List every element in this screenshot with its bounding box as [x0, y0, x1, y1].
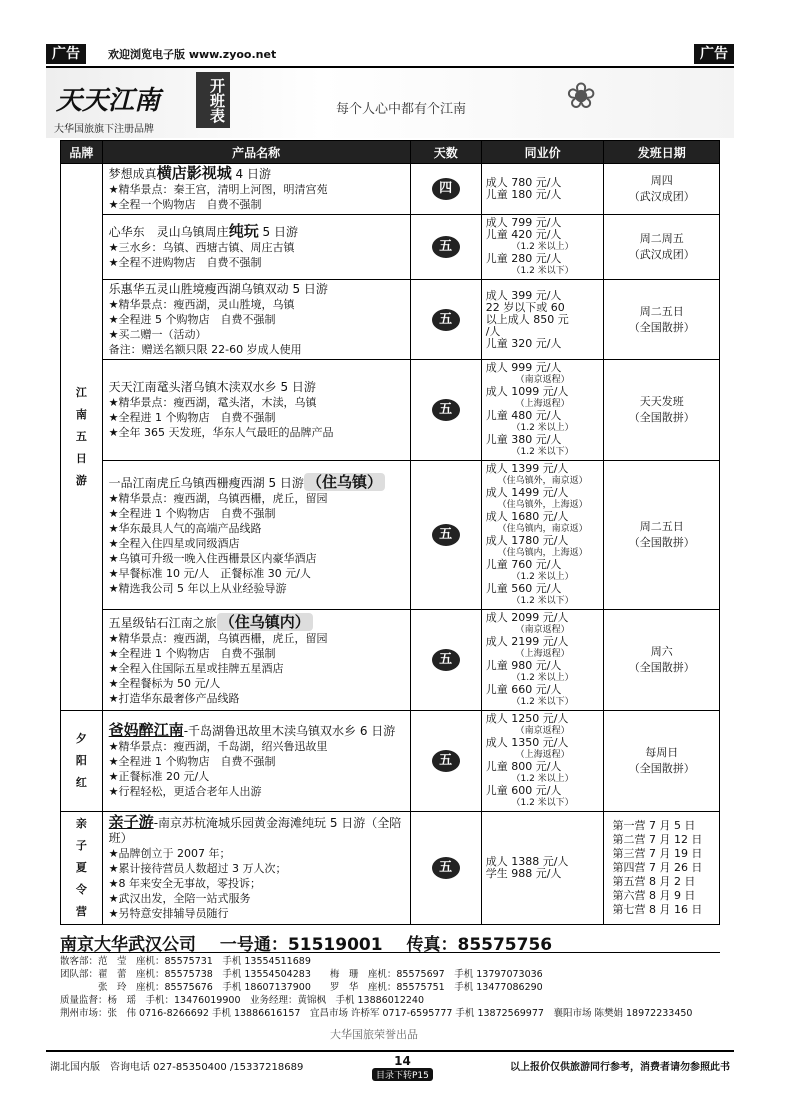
- product-name: [102, 164, 410, 215]
- price-line: 以上成人 850 元: [485, 312, 569, 326]
- table-header: [61, 141, 720, 164]
- price-line: 成人 1388 元/人: [485, 855, 569, 868]
- brand-logo: 天天江南: [56, 86, 161, 116]
- product-title: 亲子游-南京苏杭淹城乐园黄金海滩纯玩 5 日游（全陪班）: [108, 813, 402, 845]
- price-cell: [481, 461, 604, 610]
- product-feature: ★精华景点：瘦西湖，千岛湖，绍兴鲁迅故里: [108, 740, 328, 753]
- price-line: 儿童 800 元/人: [485, 760, 562, 773]
- price-line: 成人 1499 元/人: [485, 486, 569, 499]
- footer-disclaimer: 以上报价仅供旅游同行参考，消费者请勿参照此书: [510, 1062, 730, 1073]
- date-line: （全国散拼）: [628, 762, 695, 775]
- days-badge: 五: [432, 649, 460, 671]
- product-feature: ★全程进 1 个购物店 自费不强制: [108, 646, 276, 660]
- price-line: （1.2 米以下）: [511, 596, 574, 606]
- product-title: 爸妈醉江南-千岛湖鲁迅故里木渎乌镇双水乡 6 日游: [108, 721, 396, 739]
- price-line: 成人 1250 元/人: [485, 712, 569, 725]
- product-name: [102, 215, 410, 280]
- price-line: 儿童 280 元/人: [485, 252, 562, 265]
- contact-line: 张 玲 座机：85575676 手机 18607137900 罗 华 座机：85575751 手机 13477086290: [60, 982, 543, 993]
- dates-cell: [604, 610, 720, 711]
- brand-category: 夕 阳 红: [61, 711, 103, 812]
- days-badge: 五: [432, 750, 460, 772]
- tour-table: [60, 140, 720, 925]
- brand-category: 江 南 五 日 游: [61, 164, 103, 711]
- header-brand: 品牌: [61, 141, 103, 164]
- dates-cell: [604, 280, 720, 360]
- price-line: 儿童 420 元/人: [485, 228, 562, 241]
- price-line: 儿童 560 元/人: [485, 582, 562, 595]
- days-cell: [410, 812, 481, 925]
- product-feature: 备注：赠送名额只限 22-60 岁成人使用: [108, 343, 302, 356]
- price-line: （1.2 米以上）: [511, 774, 574, 784]
- price-line: 成人 2199 元/人: [485, 635, 569, 648]
- company-line: [60, 930, 720, 953]
- header-dates: 发班日期: [604, 141, 720, 164]
- product-feature: ★全程进 1 个购物店 自费不强制: [108, 411, 276, 424]
- days-cell: [410, 360, 481, 461]
- product-title: 一品江南虎丘乌镇西栅瘦西湖 5 日游 （住乌镇）: [109, 475, 404, 491]
- days-badge: 五: [432, 857, 460, 879]
- product-feature: ★全年 365 天发班，华东人气最旺的品牌产品: [108, 426, 334, 439]
- price-line: （1.2 米以下）: [511, 447, 574, 457]
- contact-list: [60, 955, 720, 1020]
- price-line: 22 岁以下或 60: [485, 300, 565, 314]
- product-feature: ★全程进 5 个购物店 自费不强制: [108, 313, 276, 326]
- price-line: （1.2 米以下）: [511, 266, 574, 276]
- date-line: （全国散拼）: [628, 661, 695, 674]
- price-line: 儿童 320 元/人: [485, 336, 562, 350]
- contact-line: 质量监督：杨 瑶 手机：13476019900 业务经理：黄锦枫 手机 13886012240: [60, 995, 424, 1006]
- price-line: 儿童 380 元/人: [485, 433, 562, 446]
- product-feature: ★品牌创立于 2007 年；: [108, 847, 231, 860]
- price-line: 成人 799 元/人: [485, 216, 562, 229]
- price-line: （上海返程）: [515, 399, 570, 409]
- product-feature: ★精华景点：瘦西湖，乌镇西栅，虎丘，留园: [108, 631, 328, 645]
- product-title: 五星级钻石江南之旅 （住乌镇内）: [109, 615, 404, 631]
- price-cell: [481, 360, 604, 461]
- top-bar: [46, 44, 734, 68]
- price-line: （南京返程）: [515, 375, 570, 385]
- page-number: 14: [394, 1054, 411, 1068]
- swallow-icon: ❀: [566, 76, 597, 117]
- dates-cell: [604, 215, 720, 280]
- price-line: （上海返程）: [515, 750, 570, 760]
- days-cell: [410, 280, 481, 360]
- days-cell: [410, 461, 481, 610]
- next-page-link[interactable]: 目录下转P15: [372, 1068, 433, 1081]
- days-cell: [410, 215, 481, 280]
- product-feature: ★精华景点：瘦西湖，乌镇西栅，虎丘，留园: [108, 491, 328, 505]
- days-badge: 五: [432, 309, 460, 331]
- date-line: 第一营 7 月 5 日: [612, 819, 696, 832]
- price-line: （南京返程）: [515, 726, 570, 736]
- brand-subtitle: 大华国旅旗下注册品牌: [54, 124, 154, 135]
- product-feature: ★行程轻松，更适合老年人出游: [108, 785, 262, 798]
- tour-row: [61, 610, 720, 711]
- hotline: 一号通：51519001: [219, 935, 383, 955]
- price-line: （1.2 米以下）: [511, 798, 574, 808]
- price-line: （1.2 米以下）: [511, 697, 574, 707]
- product-feature: ★全程不进购物店 自费不强制: [108, 256, 262, 269]
- fax: 传真：85575756: [406, 935, 553, 955]
- price-line: 成人 1680 元/人: [485, 510, 569, 523]
- product-feature: ★累计接待营员人数超过 3 万人次；: [108, 862, 287, 875]
- tour-row: [61, 280, 720, 360]
- product-feature: ★全程进 1 个购物店 自费不强制: [108, 506, 276, 520]
- product-feature: ★早餐标准 10 元/人 正餐标准 30 元/人: [108, 566, 311, 580]
- header-days: 天数: [410, 141, 481, 164]
- dates-cell: [604, 812, 720, 925]
- brand-category: 亲 子 夏 令 营: [61, 812, 103, 925]
- price-line: 儿童 600 元/人: [485, 784, 562, 797]
- product-name: [102, 360, 410, 461]
- product-feature: ★8 年来安全无事故，零投诉；: [108, 877, 262, 890]
- price-line: 成人 1399 元/人: [485, 462, 569, 475]
- welcome-text[interactable]: 欢迎浏览电子版 www.zyoo.net: [108, 48, 277, 61]
- contact-line: 荆州市场：张 伟 0716-8266692 手机 13886616157 宜昌市场 许桥军 0717-6595777 手机 13872569977 襄阳市场 陈樊娟 18972233450: [60, 1008, 693, 1019]
- price-line: 成人 1350 元/人: [485, 736, 569, 749]
- price-line: （住乌镇内，上海返）: [497, 548, 588, 558]
- date-line: 第二营 7 月 12 日: [612, 833, 703, 846]
- product-feature: ★精华景点：瘦西湖，鼋头渚，木渎，乌镇: [108, 396, 317, 409]
- date-line: （全国散拼）: [628, 411, 695, 424]
- header-product: 产品名称: [102, 141, 410, 164]
- price-line: （1.2 米以上）: [511, 423, 574, 433]
- tour-row: [61, 215, 720, 280]
- date-line: 天天发班: [639, 395, 684, 408]
- product-feature: ★全程进 1 个购物店 自费不强制: [108, 755, 276, 768]
- days-cell: [410, 711, 481, 812]
- date-line: 第五营 8 月 2 日: [612, 875, 696, 888]
- date-line: 第六营 8 月 9 日: [612, 889, 696, 902]
- product-feature: ★全程一个购物店 自费不强制: [108, 198, 262, 211]
- date-line: 周四: [650, 174, 673, 187]
- product-feature: ★精华景点：瘦西湖，灵山胜境，乌镇: [108, 298, 295, 311]
- price-line: /人: [485, 324, 501, 338]
- days-cell: [410, 164, 481, 215]
- date-line: （全国散拼）: [628, 536, 695, 549]
- date-line: 周二五日: [639, 520, 684, 533]
- product-feature: ★精选我公司 5 年以上从业经验导游: [108, 581, 287, 595]
- product-feature: ★全程入住四星或同级酒店: [108, 536, 240, 550]
- price-line: （住乌镇外，上海返）: [497, 500, 588, 510]
- price-line: 儿童 180 元/人: [485, 188, 562, 201]
- product-name: [102, 280, 410, 360]
- tour-row: [61, 360, 720, 461]
- date-line: 第四营 7 月 26 日: [612, 861, 703, 874]
- tour-row: [61, 812, 720, 925]
- date-line: 周二周五: [639, 232, 684, 245]
- price-line: 儿童 760 元/人: [485, 558, 562, 571]
- dates-cell: [604, 461, 720, 610]
- page-footer: [46, 1050, 734, 1081]
- price-line: 成人 780 元/人: [485, 176, 562, 189]
- dates-cell: [604, 711, 720, 812]
- price-line: 儿童 980 元/人: [485, 659, 562, 672]
- product-feature: ★另特意安排辅导员随行: [108, 907, 229, 920]
- price-line: （1.2 米以上）: [511, 572, 574, 582]
- product-name: [102, 812, 410, 925]
- dates-cell: [604, 360, 720, 461]
- product-feature: ★正餐标准 20 元/人: [108, 770, 210, 783]
- product-name: [102, 711, 410, 812]
- price-line: （南京返程）: [515, 625, 570, 635]
- tour-row: [61, 164, 720, 215]
- product-name: [102, 610, 410, 711]
- tour-row: [61, 711, 720, 812]
- date-line: （武汉成团）: [628, 190, 695, 203]
- price-line: 成人 1099 元/人: [485, 385, 569, 398]
- date-line: 周二五日: [639, 304, 684, 318]
- price-cell: [481, 280, 604, 360]
- product-feature: ★华东最具人气的高端产品线路: [108, 521, 262, 535]
- header-price: 同业价: [481, 141, 604, 164]
- days-badge: 五: [432, 236, 460, 258]
- price-cell: [481, 711, 604, 812]
- brand-footnote: 大华国旅荣誉出品: [330, 1028, 418, 1041]
- product-title: 梦想成真横店影视城 4 日游: [108, 164, 271, 182]
- product-feature: ★全程餐标为 50 元/人: [108, 676, 221, 690]
- price-line: 成人 2099 元/人: [485, 611, 569, 624]
- product-feature: ★精华景点：秦王宫，清明上河图，明清宫苑: [108, 183, 328, 196]
- tour-row: [61, 461, 720, 610]
- days-cell: [410, 610, 481, 711]
- days-badge: 五: [432, 399, 460, 421]
- contact-line: 散客部：范 莹 座机：85575731 手机 13554511689: [60, 956, 311, 967]
- product-feature: ★三水乡：乌镇、西塘古镇、周庄古镇: [108, 241, 295, 254]
- price-line: （1.2 米以上）: [511, 673, 574, 683]
- price-cell: [481, 812, 604, 925]
- slogan: 每个人心中都有个江南: [336, 102, 467, 117]
- price-cell: [481, 215, 604, 280]
- product-title: 乐惠华五灵山胜境瘦西湖乌镇双动 5 日游: [108, 282, 328, 296]
- product-feature: ★买二赠一（活动）: [108, 328, 207, 341]
- price-line: （住乌镇外，南京返）: [497, 476, 588, 486]
- product-title: 天天江南鼋头渚乌镇木渎双水乡 5 日游: [108, 380, 316, 394]
- product-name: [102, 461, 410, 610]
- price-cell: [481, 610, 604, 711]
- days-badge: 四: [432, 178, 460, 200]
- schedule-tag: 开班表: [196, 72, 230, 128]
- contact-line: 团队部：翟 蕾 座机：85575738 手机 13554504283 梅 珊 座机：85575697 手机 13797073036: [60, 969, 543, 980]
- page-number-box: [372, 1054, 433, 1081]
- ad-label-right: 广告: [694, 44, 734, 64]
- price-line: 成人 399 元/人: [485, 288, 562, 302]
- date-line: 每周日: [645, 746, 679, 759]
- date-line: 第三营 7 月 19 日: [612, 847, 703, 860]
- price-line: 学生 988 元/人: [485, 867, 562, 880]
- product-feature: ★全程入住国际五星或挂牌五星酒店: [108, 661, 284, 675]
- brand-banner: [46, 68, 734, 138]
- date-line: 周六: [650, 645, 673, 658]
- price-line: （上海返程）: [515, 649, 570, 659]
- product-feature: ★乌镇可升级一晚入住西栅景区内豪华酒店: [108, 551, 317, 565]
- footer-edition: 湖北国内版 咨询电话 027-85350400 /15337218689: [50, 1062, 304, 1073]
- product-title: 心华东 灵山乌镇周庄纯玩 5 日游: [108, 222, 298, 240]
- dates-cell: [604, 164, 720, 215]
- date-line: （全国散拼）: [628, 320, 695, 334]
- date-line: 第七营 8 月 16 日: [612, 903, 703, 916]
- product-feature: ★打造华东最奢侈产品线路: [108, 691, 240, 705]
- days-badge: 五: [432, 524, 460, 546]
- price-cell: [481, 164, 604, 215]
- ad-label-left: 广告: [46, 44, 86, 64]
- price-line: 儿童 660 元/人: [485, 683, 562, 696]
- price-line: 儿童 480 元/人: [485, 409, 562, 422]
- price-line: （住乌镇内，南京返）: [497, 524, 588, 534]
- product-feature: ★武汉出发，全陪一站式服务: [108, 892, 251, 905]
- price-line: （1.2 米以上）: [511, 242, 574, 252]
- date-line: （武汉成团）: [628, 248, 695, 261]
- company-name: 南京大华武汉公司: [60, 935, 196, 955]
- price-line: 成人 999 元/人: [485, 361, 562, 374]
- price-line: 成人 1780 元/人: [485, 534, 569, 547]
